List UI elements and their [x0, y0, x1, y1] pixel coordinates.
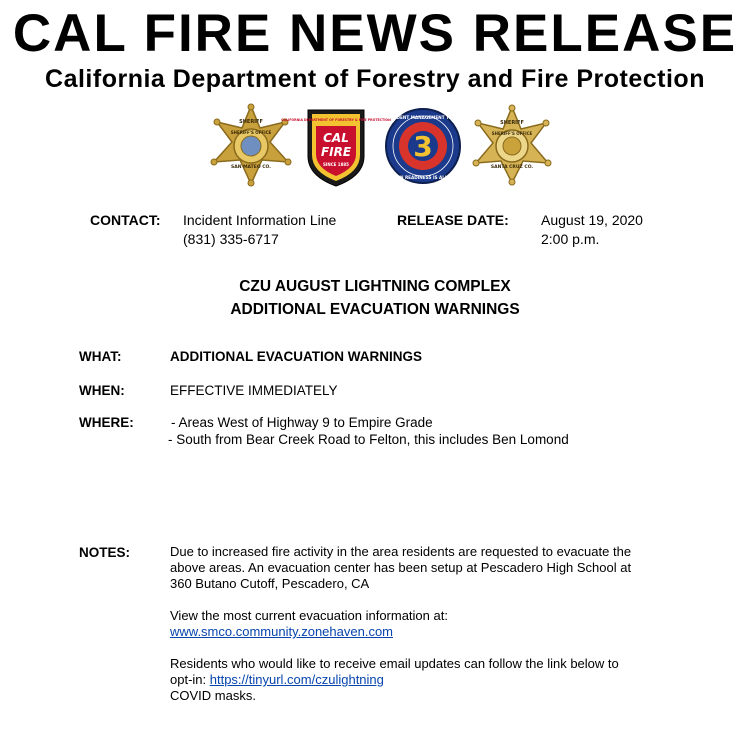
notes-p1-line-2: above areas. An evacuation center has been setup at Pescadero High School at [170, 560, 632, 575]
where-line-2: - South from Bear Creek Road to Felton, this includes Ben Lomond [168, 432, 569, 447]
svg-text:SHERIFF'S OFFICE: SHERIFF'S OFFICE [491, 131, 533, 136]
svg-text:3: 3 [413, 130, 433, 163]
release-title: CAL FIRE NEWS RELEASE [12, 4, 738, 63]
when-value: EFFECTIVE IMMEDIATELY [170, 383, 338, 398]
notes-p2-line-1: View the most current evacuation information at: [170, 608, 448, 623]
svg-text:SAN MATEO CO.: SAN MATEO CO. [231, 165, 271, 170]
notes-p3-line-2 [170, 672, 384, 689]
svg-text:SHERIFF'S OFFICE: SHERIFF'S OFFICE [230, 130, 272, 135]
headline-line-2: ADDITIONAL EVACUATION WARNINGS [230, 301, 520, 318]
what-value: ADDITIONAL EVACUATION WARNINGS [170, 349, 422, 364]
svg-text:SHERIFF: SHERIFF [239, 119, 263, 125]
release-date-label: RELEASE DATE: [397, 212, 509, 228]
release-date: August 19, 2020 [541, 212, 643, 228]
what-label: WHAT: [79, 349, 122, 364]
incident-management-team-3-icon [384, 107, 462, 185]
where-label: WHERE: [79, 415, 134, 430]
notes-p3-line-1: Residents who would like to receive email updates can follow the link below to [170, 656, 619, 671]
opt-in-prefix: opt-in: [170, 672, 210, 687]
department-subtitle: California Department of Forestry and Fire Protection [45, 65, 705, 93]
notes-p3-line-3: COVID masks. [170, 688, 256, 703]
sheriff-star-santa-cruz-icon [472, 105, 552, 185]
tinyurl-link[interactable]: https://tinyurl.com/czulightning [209, 672, 384, 687]
svg-text:CAL: CAL [323, 131, 349, 145]
where-line-1: - Areas West of Highway 9 to Empire Grade [171, 415, 433, 430]
svg-text:FIRE: FIRE [320, 145, 352, 159]
notes-label: NOTES: [79, 545, 131, 560]
zonehaven-link[interactable]: www.smco.community.zonehaven.com [170, 624, 394, 639]
notes-p1-line-1: Due to increased fire activity in the area residents are requested to evacuate the [170, 544, 632, 559]
contact-line: Incident Information Line [183, 212, 337, 228]
calfire-shield-icon [281, 106, 391, 188]
svg-text:SANTA CRUZ CO.: SANTA CRUZ CO. [490, 165, 534, 170]
svg-text:CALIFORNIA DEPARTMENT OF FORES: CALIFORNIA DEPARTMENT OF FORESTRY & FIRE PROTECTION [281, 118, 391, 122]
release-time: 2:00 p.m. [541, 231, 600, 247]
svg-text:SHERIFF: SHERIFF [500, 120, 524, 126]
contact-label: CONTACT: [90, 212, 161, 228]
svg-text:INCIDENT MANAGEMENT TEAM: INCIDENT MANAGEMENT TEAM [386, 115, 460, 120]
notes-p1-line-3: 360 Butano Cutoff, Pescadero, CA [170, 576, 370, 591]
svg-text:SINCE 1885: SINCE 1885 [323, 162, 349, 167]
when-label: WHEN: [79, 383, 125, 398]
svg-text:IN READINESS IS ALL: IN READINESS IS ALL [398, 175, 448, 180]
headline-line-1: CZU AUGUST LIGHTNING COMPLEX [239, 278, 511, 295]
contact-phone: (831) 335-6717 [183, 231, 279, 247]
sheriff-star-san-mateo-icon [210, 104, 292, 186]
